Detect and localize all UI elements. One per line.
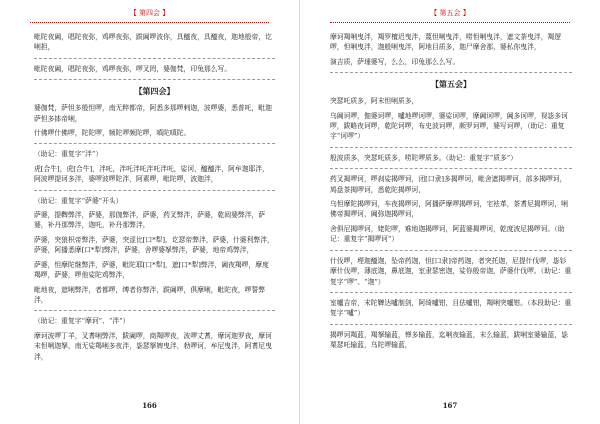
left-running-header [30, 8, 269, 24]
right-text-3a: 药叉揭啰诃，啰刹娑揭啰诃，闭[口隶]多揭啰诃，毗舍遮揭啰诃，部多揭啰诃，鸠盘茶揭啰诃，悉乾陀揭啰诃， [330, 175, 567, 194]
divider [330, 168, 572, 169]
left-text-3c: 萨婆，怛摩陀继弊泮，萨婆，毗陀耶[口*犁]，遮[口*犁]弊泮，阇夜羯啰，摩度羯啰，萨婆，啰他娑陀鸡弊泮， [34, 260, 269, 280]
divider [330, 250, 572, 251]
right-text-3c: 舍俱尼揭啰诃，姥陀啰，难地迦揭啰诃，阿蓝婆揭啰诃，乾度波尼揭啰诃。（助记：重复字“揭啰诃”） [330, 224, 565, 244]
divider [34, 190, 275, 191]
divider [34, 79, 275, 80]
divider [330, 292, 572, 293]
right-text-5: 室嚧吉帝，末陀鞞达嚧制剑，阿绮嚧钳，目佉嚧钳，羯唎突嚧钳。（本段助记：重复字“嚧”） [330, 298, 572, 318]
left-mnemonic-2: （助记：重复字“萨婆”开头） [34, 196, 123, 205]
divider [330, 324, 572, 325]
right-text-2: 般波质多，突瑟吒质多，唠陀啰质多。（助记：重复字“质多”） [330, 153, 518, 162]
right-content [330, 32, 572, 355]
divider [34, 58, 275, 59]
right-text-1a: 突瑟吒质多，阿末怛唎质多， [330, 97, 419, 106]
left-text-2: 虎[合牛]，虎[合牛]，泮吒，泮吒泮吒泮吒泮吒，娑诃，醯醯泮，阿牟迦耶泮，阿波啰提诃多泮，婆啰波啰陀泮，阿素啰，毗陀啰，波迦泮， [34, 164, 269, 184]
divider [34, 310, 275, 311]
left-top-para-2: 毗陀夜阇，唱陀夜弥，鸡啰夜弥，啰叉罔，婆伽梵，印兔那么写。 [34, 64, 232, 73]
left-content [34, 32, 275, 366]
left-mnemonic-1: （助记：重复字“泮”） [34, 150, 103, 159]
right-page-number: 167 [442, 401, 458, 410]
right-top-para-1: 摩诃羯唎曳泮，羯罗檀迟曳泮，蔑怛唎曳泮，唠怛唎曳泮，遮文荼曳泮，羯逻啰，怛唎曳泮，迦般唎曳泮，阿地目质多，迦尸摩舍那，婆私你曳泮， [330, 33, 562, 52]
right-running-header [330, 8, 570, 24]
left-text-3b: 萨婆，突狼枳帝弊泮，萨婆，突涩比[口*犁]，讫瑟帝弊泮，萨婆，什婆利弊泮，萨婆，阿播悉摩[口*犁]弊泮，萨婆，舍啰婆拏弊泮，萨婆，地帝鸡弊泮， [34, 235, 274, 255]
right-text-1b: 乌阇诃啰，伽婆诃啰，嚧地啰诃啰，婆娑诃啰，摩阇诃啰，阇多诃啰，视毖多诃啰，跋略夜诃啰，乾陀诃啰，布史波诃啰，颇罗诃啰，婆写诃啰，（助记：重复字“诃啰”） [330, 111, 568, 141]
right-header-label: 【 第五会 】 [426, 8, 473, 18]
left-top-para-1: 毗陀夜阇，唱陀夜弥，鸡啰夜弥，跋阇啰波你，具醯夜，具醯夜，迦地般帝，讫唎担， [34, 33, 272, 52]
divider [34, 143, 275, 144]
left-mnemonic-3: （助记：重复字“摩诃”、“泮”） [34, 317, 130, 326]
left-text-4: 摩诃波啰丁羊，叉耆唎弊泮，跋阇啰，商羯啰夜，波啰丈耆，摩诃迦罗夜，摩诃末怛唎迦拏，南无娑羯唎多夜泮，毖瑟拏婢曳泮，勃啰诃，牟尼曳泮，阿耆尼曳泮， [34, 331, 272, 361]
right-text-4: 什伐啰，堙迦醯迦，坠帝药迦，怛[口隶]帝药迦，者突托迦，尼提什伐啰，毖钐摩什伐啰，薄底迦，鼻底迦，室隶瑟密迦，娑你般帝迦，萨婆什伐啰。（助记：重复字“啰”、“迦”） [330, 256, 572, 286]
right-top-para-2: 演吉质，萨埵婆写，么么，印兔那么么写。 [330, 57, 460, 66]
left-text-3a: 萨婆，提鞞弊泮，萨婆，那伽弊泮，萨婆，药叉弊泮，萨婆，乾闼婆弊泮，萨婆，补丹那弊泮，迦吒，补丹那弊泮， [34, 211, 266, 230]
left-para-2: 什佛啰什佛啰，陀陀啰，频陀啰频陀啰，嗔陀嗔陀。 [34, 129, 191, 138]
left-page-number: 166 [142, 401, 157, 410]
divider [330, 147, 572, 148]
left-para-1: 婆伽梵，萨怛多般怛啰，南无粹都帝，阿悉多那啰剌迦，波啰婆，悉普吒，毗迦萨怛多钵帝唎， [34, 104, 272, 123]
section-title: 【第五会】 [431, 79, 471, 90]
right-text-3b: 乌怛摩陀揭啰诃，车夜揭啰诃，阿播萨摩啰揭啰诃，宅袪革，茶耆尼揭啰诃，唎佛帝揭啰诃，阇弥迦揭啰诃， [330, 200, 568, 219]
right-page [300, 0, 600, 424]
section-title: 【第四会】 [134, 86, 175, 97]
left-text-3d: 毗地夜，遮唎弊泮，者都啰，缚者你弊泮，跋阇啰，俱摩唎，毗陀夜，啰誓弊泮， [34, 285, 266, 304]
divider [330, 72, 572, 73]
left-header-label: 【 第四会 】 [126, 8, 173, 18]
right-text-6: 揭啰诃羯蓝，羯拏输蓝，惮多输蓝，迄唎夜输蓝，末么输蓝，跋唎室婆输蓝，毖栗瑟吒输蓝，乌陀啰输蓝， [330, 330, 568, 350]
